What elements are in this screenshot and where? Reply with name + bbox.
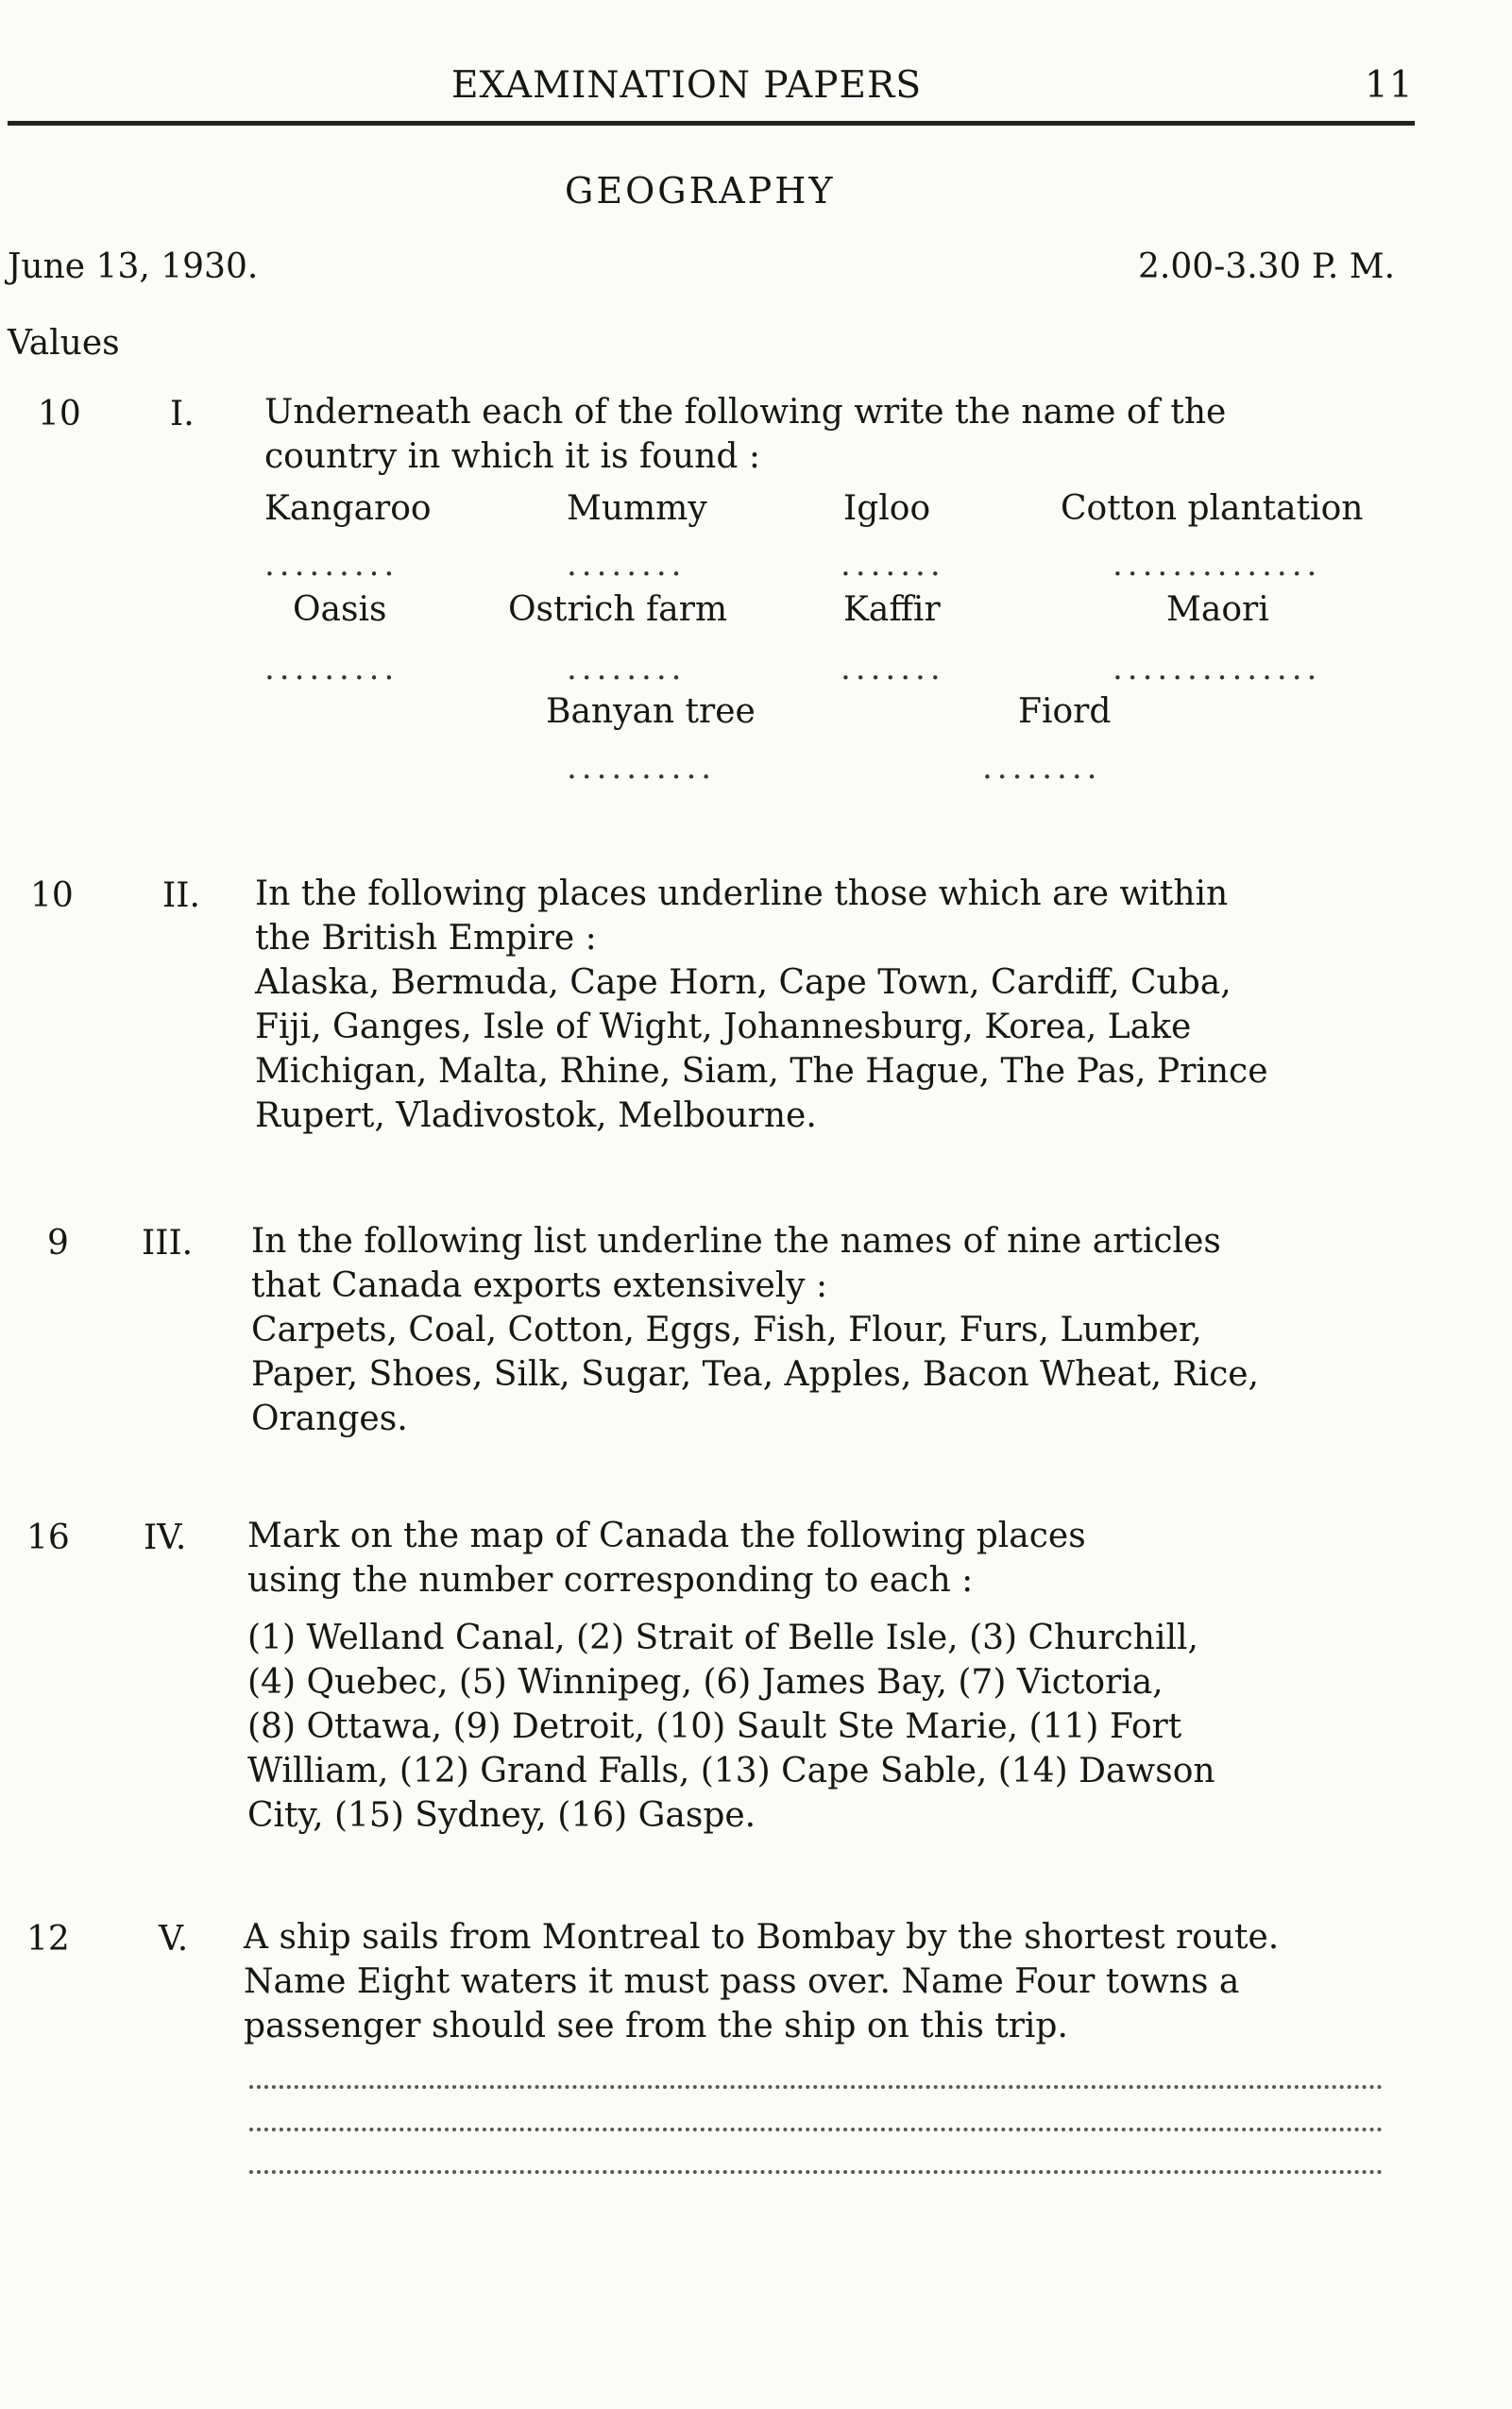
question-text bbox=[251, 1219, 1259, 1441]
subject-title: GEOGRAPHY bbox=[565, 170, 836, 212]
answer-blank[interactable]: ........ bbox=[567, 546, 687, 584]
answer-blank[interactable]: ........ bbox=[567, 650, 687, 687]
answer-blank[interactable]: ....... bbox=[841, 546, 945, 584]
page-number: 11 bbox=[1365, 64, 1414, 107]
question-number: III. bbox=[142, 1224, 194, 1263]
question-number: V. bbox=[159, 1920, 189, 1959]
question-text-line: Michigan, Malta, Rhine, Siam, The Hague, The Pas, Prince bbox=[255, 1052, 1268, 1091]
answer-blank[interactable]: ........ bbox=[982, 749, 1102, 787]
answer-blank[interactable]: .............. bbox=[1113, 546, 1322, 584]
question-value: 12 bbox=[26, 1920, 70, 1959]
question-text-line: (1) Welland Canal, (2) Strait of Belle Isle, (3) Churchill, bbox=[247, 1619, 1198, 1657]
answer-line[interactable] bbox=[249, 2134, 1383, 2174]
question-text bbox=[247, 1514, 1215, 1838]
item-banyan-tree: Banyan tree bbox=[546, 692, 756, 731]
exam-time: 2.00-3.30 P. M. bbox=[1138, 247, 1396, 286]
item-oasis: Oasis bbox=[293, 590, 387, 629]
question-text-line: Rupert, Vladivostok, Melbourne. bbox=[255, 1096, 817, 1135]
question-text bbox=[244, 1915, 1279, 2048]
answer-blank[interactable]: .............. bbox=[1113, 650, 1322, 687]
question-text-line: Name Eight waters it must pass over. Name Four towns a bbox=[244, 1962, 1240, 2001]
question-text-line: A ship sails from Montreal to Bombay by the shortest route. bbox=[244, 1918, 1280, 1957]
answer-line[interactable] bbox=[249, 2049, 1383, 2089]
question-text-line: Paper, Shoes, Silk, Sugar, Tea, Apples, Bacon Wheat, Rice, bbox=[251, 1355, 1259, 1394]
answer-blank[interactable]: ....... bbox=[841, 650, 945, 687]
question-number: IV. bbox=[144, 1518, 187, 1557]
question-value: 9 bbox=[47, 1224, 69, 1263]
answer-blank[interactable]: ......... bbox=[264, 650, 399, 687]
answer-blank[interactable]: .......... bbox=[567, 749, 717, 787]
question-text-line: In the following list underline the names of nine articles bbox=[251, 1222, 1221, 1261]
question-text-line: Mark on the map of Canada the following places bbox=[247, 1517, 1086, 1555]
item-fiord: Fiord bbox=[1018, 692, 1112, 731]
question-text-line: Carpets, Coal, Cotton, Eggs, Fish, Flour, Furs, Lumber, bbox=[251, 1311, 1202, 1349]
question-text-line: Oranges. bbox=[251, 1400, 408, 1438]
question-text-line: passenger should see from the ship on this trip. bbox=[244, 2007, 1068, 2045]
question-text-line: (4) Quebec, (5) Winnipeg, (6) James Bay, (7) Victoria, bbox=[247, 1663, 1164, 1702]
question-text-line: Underneath each of the following write the name of the bbox=[264, 393, 1227, 432]
page-header-title: EXAMINATION PAPERS bbox=[451, 64, 923, 107]
item-kangaroo: Kangaroo bbox=[264, 489, 432, 528]
answer-line[interactable] bbox=[249, 2092, 1383, 2131]
question-text-line: Alaska, Bermuda, Cape Horn, Cape Town, Cardiff, Cuba, bbox=[255, 963, 1232, 1002]
question-value: 10 bbox=[38, 395, 81, 433]
item-maori: Maori bbox=[1166, 590, 1269, 629]
question-value: 10 bbox=[30, 876, 74, 915]
question-text-line: country in which it is found : bbox=[264, 437, 760, 476]
question-number: I. bbox=[170, 395, 195, 433]
question-text-line: the British Empire : bbox=[255, 919, 597, 958]
exam-date: June 13, 1930. bbox=[8, 247, 259, 286]
item-cotton-plantation: Cotton plantation bbox=[1061, 489, 1364, 528]
answer-blank[interactable]: ......... bbox=[264, 546, 399, 584]
item-kaffir: Kaffir bbox=[843, 590, 941, 629]
question-text-line: that Canada exports extensively : bbox=[251, 1266, 828, 1305]
question-text-line: In the following places underline those which are within bbox=[255, 874, 1229, 913]
question-text bbox=[255, 872, 1268, 1138]
question-text-line: using the number corresponding to each : bbox=[247, 1561, 974, 1600]
values-heading: Values bbox=[8, 324, 120, 363]
item-ostrich-farm: Ostrich farm bbox=[508, 590, 728, 629]
item-igloo: Igloo bbox=[843, 489, 931, 528]
question-text-line: City, (15) Sydney, (16) Gaspe. bbox=[247, 1796, 756, 1835]
question-text-line: (8) Ottawa, (9) Detroit, (10) Sault Ste Marie, (11) Fort bbox=[247, 1707, 1182, 1746]
question-text bbox=[264, 390, 1226, 479]
question-text-line: William, (12) Grand Falls, (13) Cape Sable, (14) Dawson bbox=[247, 1752, 1215, 1790]
question-text-line: Fiji, Ganges, Isle of Wight, Johannesburg, Korea, Lake bbox=[255, 1008, 1192, 1046]
item-mummy: Mummy bbox=[567, 489, 707, 528]
header-rule bbox=[8, 121, 1415, 126]
question-number: II. bbox=[162, 876, 200, 915]
question-value: 16 bbox=[26, 1518, 70, 1557]
